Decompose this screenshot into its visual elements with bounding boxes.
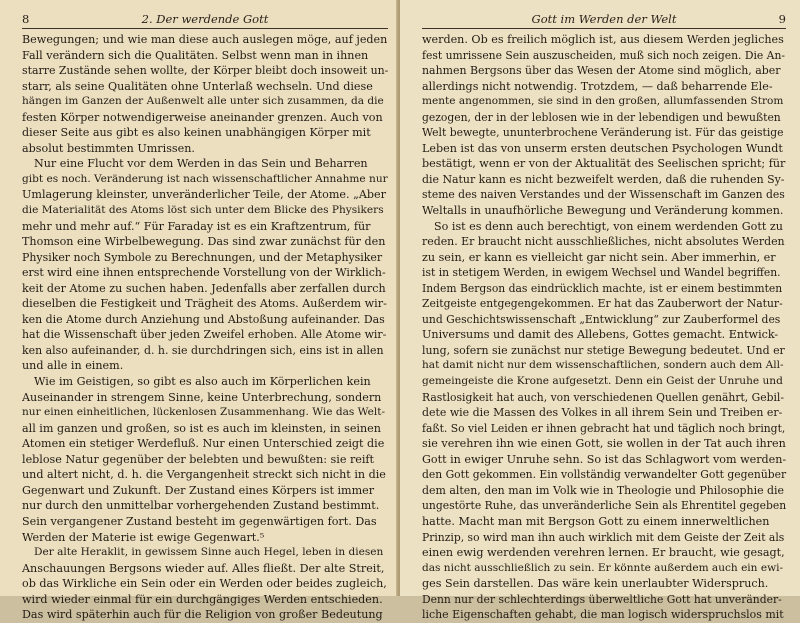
text-line: mehr und mehr auf.“ Für Faraday ist es ein Kraftzentrum, für	[22, 219, 371, 233]
text-line: Gegenwart und Zukunft. Der Zustand eines Körpers ist immer	[22, 483, 375, 497]
text-line: nur einen einheitlichen, lückenlosen Zusammenhang. Wie das Welt-	[22, 406, 386, 419]
text-line: Indem Bergson das eindrücklich machte, ist er einem bestimmten	[422, 281, 783, 295]
text-line: gezogen, der in der leblosen wie in der lebendigen und bewußten	[422, 110, 781, 124]
text-line: hat die Wissenschaft über jeden Zweifel erhoben. Alle Atome wir-	[22, 328, 387, 342]
text-line: das nicht ausschließlich zu sein. Er könnte außerdem auch ein ewi-	[422, 561, 784, 574]
text-line: ungestörte Ruhe, das unveränderliche Sein als Ehrentitel gegeben	[422, 499, 787, 513]
text-line: Fall verändern sich die Qualitäten. Selbst wenn man in ihnen	[22, 48, 369, 62]
text-line: Werden der Materie ist ewige Gegenwart.⁵	[22, 530, 265, 544]
text-line: sie verehren ihn wie einen Gott, sie wollen in der Tat auch ihren	[422, 437, 786, 451]
text-line: all im ganzen und großen, so ist es auch im kleinsten, in seinen	[22, 421, 381, 435]
right-running-head: Gott im Werden der Welt	[531, 12, 677, 26]
text-line: nur durch den unmittelbar vorhergehenden Zustand bestimmt.	[22, 499, 380, 513]
text-line: lung, sofern sie zunächst nur stetige Bewegung bedeutet. Und er	[422, 343, 785, 357]
text-line: Nur eine Flucht vor dem Werden in das Sein und Beharren	[34, 157, 368, 171]
text-line: Rastlosigkeit hat auch, von verschiedenen Quellen genährt, Gebil-	[422, 390, 784, 404]
text-line: ken also aufeinander, d. h. sie durchdringen sich, eins ist in allen	[22, 343, 384, 357]
text-line: Prinzip, so wird man ihn auch wirklich mit dem Geiste der Zeit als	[422, 530, 785, 544]
text-line: den Gott gekommen. Ein vollständig verwandelter Gott gegenüber	[422, 468, 787, 482]
text-line: werden. Ob es freilich möglich ist, aus diesem Werden jegliches	[422, 33, 784, 46]
text-line: einen ewig werdenden verehren lernen. Er braucht, wie gesagt,	[422, 546, 785, 560]
left-page-number: 8	[22, 12, 30, 26]
text-line: gibt es noch. Veränderung ist nach wissenschaftlicher Annahme nur	[22, 172, 388, 185]
text-line: dem alten, den man im Volk wie in Theologie und Philosophie die	[422, 483, 785, 497]
text-line: mente angenommen, sie sind in den großen, allumfassenden Strom	[422, 95, 784, 108]
text-line: Zeitgeiste entgegengekommen. Er hat das Zauberwort der Natur-	[422, 297, 783, 311]
text-line: Sein vergangener Zustand besteht im gegenwärtigen fort. Das	[22, 514, 377, 528]
text-line: Universums und damit des Allebens, Gottes gemacht. Entwick-	[422, 328, 779, 342]
text-line: starre Zustände sehen wollte, der Körper bleibt doch insoweit un-	[22, 64, 389, 78]
text-line: die Materialität des Atoms löst sich unter dem Blicke des Physikers	[22, 204, 384, 217]
text-line: allerdings nicht notwendig. Trotzdem, — daß beharrende Ele-	[422, 79, 773, 93]
text-line: steme des naiven Verstandes und der Wissenschaft im Ganzen des	[422, 188, 785, 202]
text-line: Denn nur der schlechterdings überweltliche Gott hat unveränder-	[422, 592, 782, 606]
text-line: dieser Seite aus gibt es also keinen unabhängigen Körper mit	[22, 126, 371, 140]
text-line: ges Sein darstellen. Das wäre kein unerlaubter Widerspruch.	[422, 577, 769, 591]
text-line: und alle in einem.	[22, 359, 124, 373]
text-line: hat damit nicht nur dem wissenschaftlichen, sondern auch dem All-	[422, 359, 784, 372]
text-line: dete wie die Massen des Volkes in all ihrem Sein und Treiben er-	[422, 406, 783, 420]
text-line: So ist es denn auch berechtigt, von einem werdenden Gott zu	[434, 219, 783, 233]
text-line: bestätigt, wenn er von der Aktualität des Seelischen spricht; für	[422, 157, 786, 171]
text-line: starr, als seine Qualitäten ohne Unterlaß wechseln. Und diese	[22, 79, 373, 93]
text-line: liche Eigenschaften gehabt, die man logisch widerspruchslos mit	[422, 608, 784, 622]
text-line: absolut bestimmten Umrissen.	[22, 141, 195, 155]
text-line: Der alte Heraklit, in gewissem Sinne auch Hegel, leben in diesen	[34, 546, 384, 559]
text-line: und altert nicht, d. h. die Vergangenheit streckt sich nicht in die	[22, 468, 386, 482]
text-line: ken die Atome durch Anziehung und Abstoßung aufeinander. Das	[22, 312, 385, 326]
text-line: Anschauungen Bergsons wieder auf. Alles fließt. Der alte Streit,	[22, 561, 385, 575]
left-page	[0, 0, 398, 622]
text-line: ist in stetigem Werden, in ewigem Wechsel und Wandel begriffen.	[422, 266, 781, 280]
text-line: Thomson eine Wirbelbewegung. Das sind zwar zunächst für den	[22, 235, 386, 249]
text-line: Bewegungen; und wie man diese auch auslegen möge, auf jeden	[22, 33, 388, 46]
text-line: Das wird späterhin auch für die Religion von großer Bedeutung	[22, 608, 383, 622]
text-line: festen Körper notwendigerweise aneinander grenzen. Auch von	[22, 110, 383, 124]
text-line: fest umrissene Sein auszuscheiden, muß sich noch zeigen. Die An-	[422, 48, 785, 62]
text-line: nahmen Bergsons über das Wesen der Atome sind möglich, aber	[422, 64, 781, 78]
text-line: Welt bewegte, ununterbrochene Veränderung ist. Für das geistige	[422, 126, 784, 140]
text-line: ob das Wirkliche ein Sein oder ein Werden oder beides zugleich,	[22, 577, 387, 591]
text-line: Physiker noch Symbole zu Berechnungen, und der Metaphysiker	[22, 250, 383, 264]
right-page-text	[422, 32, 786, 623]
text-line: leblose Natur gegenüber der belebten und bewußten: sie reift	[22, 452, 375, 466]
text-line: reden. Er braucht nicht ausschließliches, nicht absolutes Werden	[422, 235, 785, 249]
text-line: dieselben die Festigkeit und Trägheit des Atoms. Außerdem wir-	[22, 297, 387, 311]
text-line: Gott in ewiger Unruhe sehn. So ist das Schlagwort vom werden-	[422, 452, 787, 466]
right-page	[400, 0, 800, 622]
text-line: wird wieder einmal für ein durchgängiges Werden entschieden.	[22, 592, 383, 606]
text-line: und Geschichtswissenschaft „Entwicklung“ zur Zauberformel des	[422, 312, 781, 326]
text-line: erst wird eine ihnen entsprechende Vorstellung von der Wirklich-	[22, 266, 386, 280]
text-line: Auseinander in strengem Sinne, keine Unterbrechung, sondern	[22, 390, 382, 404]
text-line: faßt. So viel Leiden er ihnen gebracht hat und täglich noch bringt,	[422, 421, 786, 435]
text-line: hatte. Macht man mit Bergson Gott zu einem innerweltlichen	[422, 514, 770, 528]
text-line: Weltalls in unaufhörliche Bewegung und Veränderung kommen.	[422, 204, 784, 218]
text-line: Wie im Geistigen, so gibt es also auch im Körperlichen kein	[34, 375, 371, 389]
left-running-head: 2. Der werdende Gott	[141, 12, 269, 26]
right-page-header	[422, 12, 786, 29]
text-line: keit der Atome zu suchen haben. Jedenfalls aber zerfallen durch	[22, 281, 386, 295]
text-line: hängen im Ganzen der Außenwelt alle unter sich zusammen, da die	[22, 95, 384, 108]
right-page-number: 9	[778, 12, 786, 26]
text-line: gemeingeiste die Krone aufgesetzt. Denn ein Geist der Unruhe und	[422, 375, 783, 388]
text-line: Leben ist das von unserm ersten deutschen Psychologen Wundt	[422, 141, 783, 155]
text-line: Umlagerung kleinster, unveränderlicher Teile, der Atome. „Aber	[22, 188, 386, 202]
left-page-text	[22, 32, 388, 623]
text-line: die Natur kann es nicht bezweifelt werden, daß die ruhenden Sy-	[422, 172, 785, 186]
text-line: Atomen ein stetiger Werdefluß. Nur einen Unterschied zeigt die	[22, 437, 385, 451]
text-line: zu sein, er kann es vielleicht gar nicht sein. Aber immerhin, er	[422, 250, 776, 264]
left-page-header	[22, 12, 388, 29]
